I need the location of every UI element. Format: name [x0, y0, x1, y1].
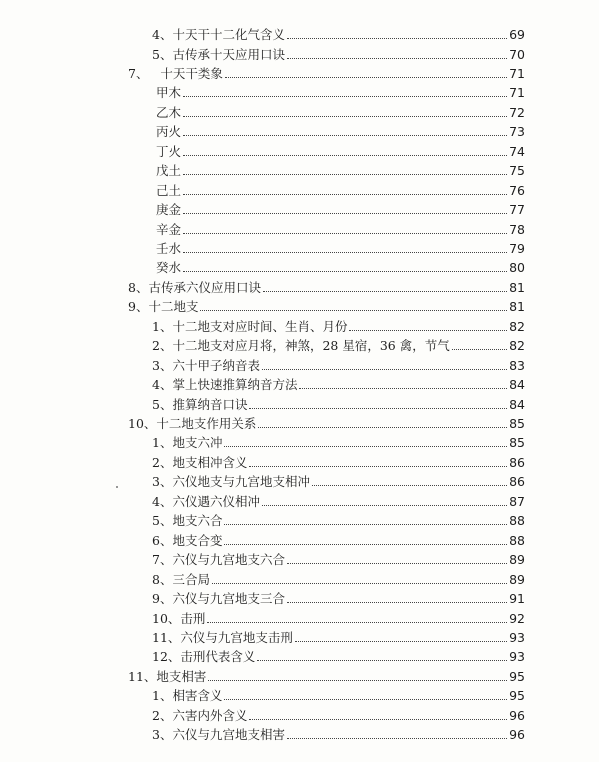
toc-entry-page-number: 69	[509, 27, 525, 42]
toc-entry-title: 六仪与九宫地支击刑	[180, 629, 293, 645]
toc-entry-title: 地支合变	[172, 532, 223, 548]
toc-entry-title: 三合局	[172, 571, 210, 587]
toc-entry-title: 掌上快速推算纳音方法	[172, 377, 298, 393]
toc-entry-number: 3、	[152, 357, 173, 373]
dot-leader	[287, 738, 507, 739]
toc-entry-page-number: 72	[509, 104, 525, 120]
toc-entry-page-number: 87	[509, 493, 525, 509]
toc-entry-title: 地支相冲含义	[172, 454, 248, 470]
toc-entry-number: 4、	[152, 377, 173, 393]
toc-entry-title: 六害内外含义	[172, 707, 248, 723]
toc-entry-page-number: 83	[509, 357, 525, 373]
toc-entry-page-number: 93	[509, 649, 525, 665]
toc-entry-number: 10、	[152, 610, 181, 626]
toc-entry-page-number: 84	[509, 377, 525, 393]
toc-entry-number: 5、	[152, 513, 173, 529]
toc-entry-number: 2、	[152, 338, 173, 354]
toc-entry-number: 2、	[152, 454, 173, 470]
toc-entry-page-number: 71	[509, 65, 525, 81]
toc-entry-number: 8、	[152, 571, 173, 587]
toc-entry-page-number: 81	[509, 279, 525, 295]
toc-entry-page-number: 84	[509, 396, 525, 412]
toc-entry-page-number: 81	[509, 299, 525, 315]
toc-entry-page-number: 89	[509, 552, 525, 568]
toc-entry-page-number: 75	[509, 163, 525, 179]
toc-entry-number: 4、	[152, 493, 173, 509]
toc-entry-page-number: 74	[509, 143, 525, 159]
toc-entry-title: 地支六合	[172, 513, 223, 529]
toc-entry-page-number: 82	[509, 318, 525, 334]
toc-entry-page-number: 96	[509, 727, 525, 743]
toc-entry-page-number: 92	[509, 610, 525, 626]
toc-entry-page-number: 88	[509, 532, 525, 548]
toc-entry-title: 十二地支对应月将，神煞，28 星宿，36 禽，节气	[172, 338, 450, 354]
toc-entry-page-number: 85	[509, 435, 525, 451]
stray-dot	[116, 486, 118, 488]
toc-entry-title: 六仪地支与九宫地支相冲	[172, 474, 310, 490]
toc-entry-page-number: 73	[509, 124, 525, 140]
toc-entry-page-number: 80	[509, 260, 525, 276]
toc-entry-number: 7、	[152, 552, 173, 568]
toc-entry-title: 六仪与九宫地支三合	[172, 591, 285, 606]
toc-entry-number: 1、	[152, 318, 173, 334]
toc-entry-page-number: 78	[509, 221, 525, 237]
toc-entry-title: 推算纳音口诀	[172, 396, 248, 412]
toc-entry-title: 十二地支作用关系	[156, 416, 257, 431]
toc-entry-number: 3、	[152, 474, 173, 490]
toc-entry-title: 十天干类象	[160, 65, 223, 81]
toc-entry-title: 相害含义	[172, 688, 223, 704]
toc-entry-page-number: 96	[509, 707, 525, 723]
toc-entry-page-number: 79	[509, 240, 525, 256]
toc-entry-number: 9、	[128, 299, 149, 315]
toc-entry-title: 十天干十二化气含义	[172, 27, 285, 42]
toc-entry-number: 3、	[152, 727, 173, 743]
toc-entry-page-number: 86	[509, 474, 525, 490]
toc-entry[interactable]	[152, 720, 525, 742]
toc-entry-title: 地支六冲	[172, 435, 223, 451]
toc-entry-number: 11、	[128, 668, 157, 684]
toc-entry-title: 丙火	[156, 124, 182, 140]
toc-entry-page-number: 85	[509, 416, 525, 431]
toc-entry-title: 六仪遇六仪相冲	[172, 493, 260, 509]
toc-entry-title: 乙木	[156, 104, 182, 120]
toc-entry-page-number: 88	[509, 513, 525, 529]
toc-entry-page-number: 89	[509, 571, 525, 587]
toc-entry-page-number: 95	[509, 688, 525, 704]
toc-entry-title: 丁火	[156, 143, 182, 159]
toc-entry-page-number: 70	[509, 46, 525, 62]
toc-entry-title: 庚金	[156, 202, 182, 217]
toc-entry-title: 地支相害	[156, 668, 207, 684]
toc-entry-title: 击刑代表含义	[180, 649, 256, 665]
toc-entry-title: 戊土	[156, 163, 182, 179]
toc-entry-number: 6、	[152, 532, 173, 548]
toc-entry-page-number: 77	[509, 202, 525, 217]
toc-entry-title: 己土	[156, 182, 182, 198]
toc-entry-number: 8、	[128, 279, 149, 295]
toc-entry-page-number: 95	[509, 668, 525, 684]
toc-entry-page-number: 91	[509, 591, 525, 606]
toc-entry-title: 六十甲子纳音表	[172, 357, 260, 373]
toc-entry-title: 六仪与九宫地支相害	[172, 727, 285, 743]
toc-entry-number: 5、	[152, 46, 173, 62]
toc-entry-number: 5、	[152, 396, 173, 412]
toc-entry-title: 十二地支	[148, 299, 199, 315]
toc-entry-title: 壬水	[156, 240, 182, 256]
toc-entry-number: 2、	[152, 707, 173, 723]
toc-entry-number: 11、	[152, 629, 181, 645]
toc-entry-title: 十二地支对应时间、生肖、月份	[172, 318, 348, 334]
toc-entry-title: 击刑	[180, 610, 206, 626]
toc-entry-title: 六仪与九宫地支六合	[172, 552, 285, 568]
toc-entry-title: 甲木	[156, 85, 182, 101]
toc-entry-title: 辛金	[156, 221, 182, 237]
toc-entry-number: 1、	[152, 688, 173, 704]
toc-entry-number: 10、	[128, 416, 157, 431]
toc-entry-number: 9、	[152, 591, 173, 606]
toc-entry-number: 12、	[152, 649, 181, 665]
toc-entry-number: 1、	[152, 435, 173, 451]
toc-entry-number: 7、	[128, 65, 161, 81]
toc-entry-page-number: 82	[509, 338, 525, 354]
toc-entry-title: 癸水	[156, 260, 182, 276]
toc-entry-number: 4、	[152, 27, 173, 42]
toc-entry-page-number: 86	[509, 454, 525, 470]
toc-entry-title: 古传承六仪应用口诀	[148, 279, 261, 295]
toc-entry-page-number: 93	[509, 629, 525, 645]
toc-entry-title: 古传承十天应用口诀	[172, 46, 285, 62]
toc-entry-page-number: 71	[509, 85, 525, 101]
toc-entry-page-number: 76	[509, 182, 525, 198]
